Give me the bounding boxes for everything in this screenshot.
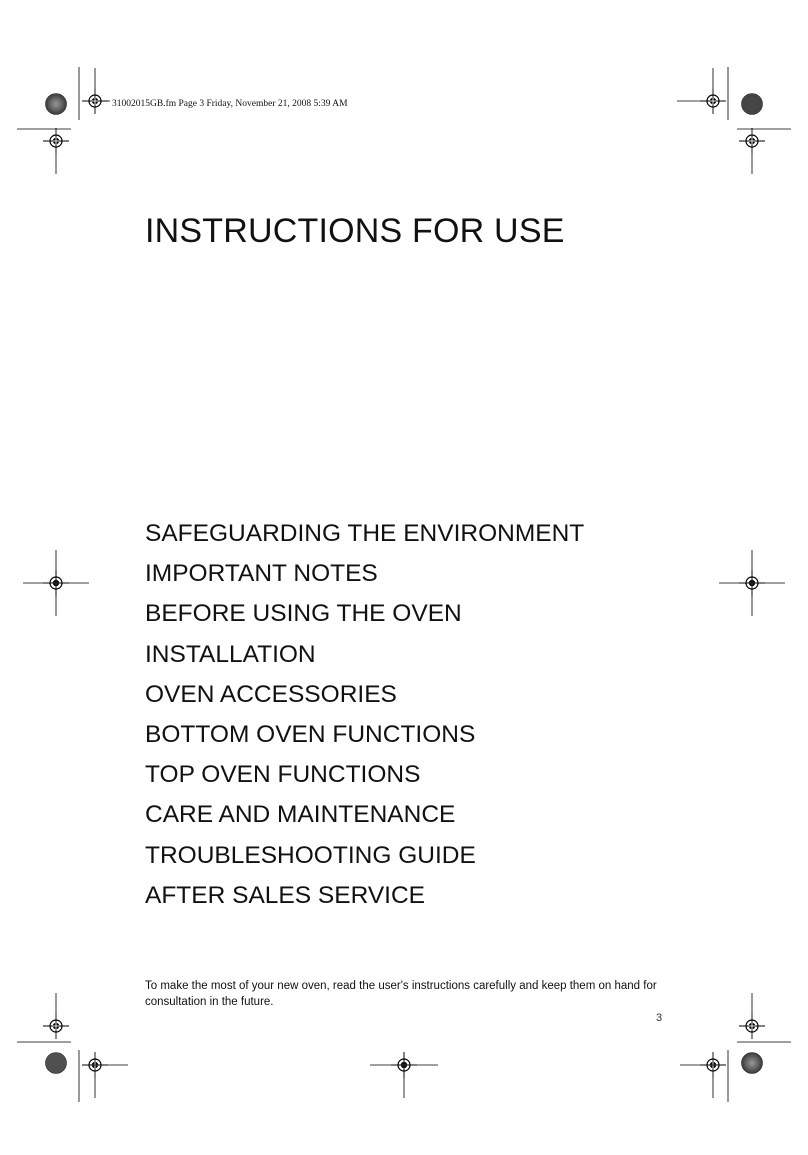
- registration-mark-top-right-2: [739, 128, 765, 154]
- page-number: 3: [656, 1012, 663, 1024]
- toc-item-after-sales-service: AFTER SALES SERVICE: [145, 881, 426, 909]
- toc-item-installation: INSTALLATION: [145, 640, 316, 668]
- table-of-contents: [145, 516, 584, 918]
- toc-item-oven-accessories: OVEN ACCESSORIES: [145, 680, 397, 708]
- toc-item-troubleshooting-guide: TROUBLESHOOTING GUIDE: [145, 841, 476, 869]
- usage-note: To make the most of your new oven, read the user's instructions carefully and keep them on hand for consultation in the future.: [145, 979, 657, 1008]
- color-density-dot-bottom-right: [742, 1053, 763, 1074]
- document-title: INSTRUCTIONS FOR USE: [145, 212, 565, 250]
- registration-mark-top-left-2: [43, 128, 69, 154]
- toc-item-care-maintenance: CARE AND MAINTENANCE: [145, 801, 456, 829]
- registration-mark-bottom-left: [43, 1013, 69, 1039]
- registration-mark-top-right: [700, 88, 726, 114]
- registration-mark-top-left: [82, 88, 108, 114]
- toc-item-safeguarding-environment: SAFEGUARDING THE ENVIRONMENT: [145, 520, 585, 547]
- color-density-dot-top-right: [742, 94, 763, 115]
- print-slug-header: 31002015GB.fm Page 3 Friday, November 21, 2008 5:39 AM: [112, 99, 348, 109]
- toc-item-important-notes: IMPORTANT NOTES: [145, 560, 378, 588]
- color-density-dot-top-left: [46, 94, 67, 115]
- toc-item-top-oven-functions: TOP OVEN FUNCTIONS: [145, 761, 421, 789]
- toc-item-bottom-oven-functions: BOTTOM OVEN FUNCTIONS: [145, 720, 476, 748]
- color-density-dot-bottom-left: [46, 1053, 67, 1074]
- toc-item-before-using-oven: BEFORE USING THE OVEN: [145, 600, 462, 628]
- registration-mark-bottom-right: [739, 1013, 765, 1039]
